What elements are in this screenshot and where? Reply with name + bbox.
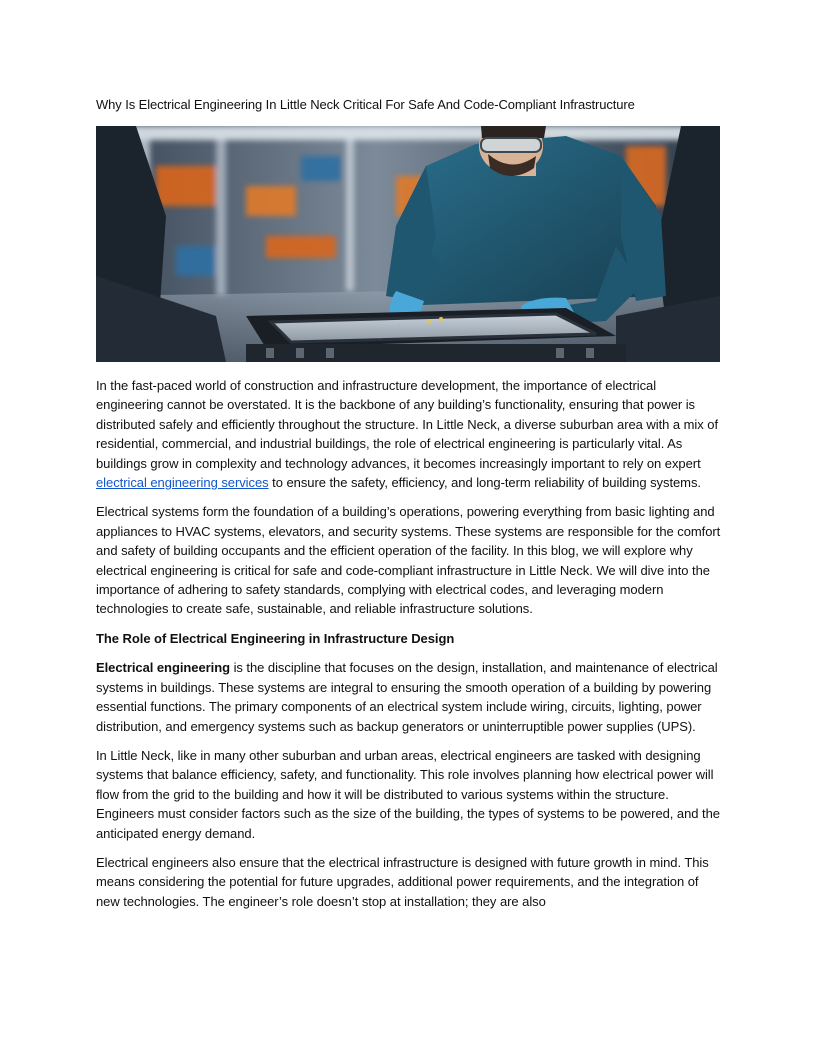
electrical-engineering-services-link[interactable]: electrical engineering services xyxy=(96,475,269,491)
document-body xyxy=(96,96,722,921)
paragraph-5: Electrical engineers also ensure that the electrical infrastructure is designed with future growth in mind. This means considering the potential for future upgrades, additional power requirements, and the integration of new technologies. The engineer’s role doesn’t stop at installation; they are also xyxy=(96,854,709,909)
bold-term: Electrical engineering xyxy=(96,660,231,676)
intro-paragraph xyxy=(96,376,722,492)
paragraph-3-text: is the discipline that focuses on the design, installation, and maintenance of electrical systems in buildings. These systems are integral to ensuring the smooth operation of a building by powering essential functions. The primary components of an electrical system include wiring, circuits, lighting, power distribution, and emergency systems such as backup generators or uninterruptible power supplies (UPS). xyxy=(96,660,718,734)
document-title: Why Is Electrical Engineering In Little Neck Critical For Safe And Code-Compliant Infrastructure xyxy=(96,97,635,112)
intro-text: In the fast-paced world of construction and infrastructure development, the importance of electrical engineering cannot be overstated. It is the backbone of any building’s functionality, ensuring that power is distributed safely and efficiently throughout the structure. In Little Neck, a diverse suburban area with a mix of residential, commercial, and industrial buildings, the role of electrical engineering is particularly vital. As buildings grow in complexity and technology advances, it becomes increasingly important to rely on expert xyxy=(96,378,719,471)
paragraph-3 xyxy=(96,658,722,736)
hero-image-engineer-at-battery xyxy=(96,126,720,362)
paragraph-2: Electrical systems form the foundation of a building’s operations, powering everything from basic lighting and appliances to HVAC systems, elevators, and security systems. These systems are responsible for the comfort and safety of building occupants and the efficient operation of the facility. In this blog, we will explore why electrical engineering is critical for safe and code-compliant infrastructure in Little Neck. We will dive into the importance of adhering to safety standards, complying with electrical codes, and leveraging modern technologies to create safe, sustainable, and reliable infrastructure solutions. xyxy=(96,504,721,617)
intro-text-continued: to ensure the safety, efficiency, and long-term reliability of building systems. xyxy=(268,475,701,491)
section-heading-role: The Role of Electrical Engineering in Infrastructure Design xyxy=(96,630,455,646)
paragraph-4: In Little Neck, like in many other suburban and urban areas, electrical engineers are tasked with designing systems that balance efficiency, safety, and functionality. This role involves planning how electrical power will flow from the grid to the building and how it will be distributed to various systems within the structure. Engineers must consider factors such as the size of the building, the types of systems to be powered, and the anticipated energy demand. xyxy=(96,747,720,841)
